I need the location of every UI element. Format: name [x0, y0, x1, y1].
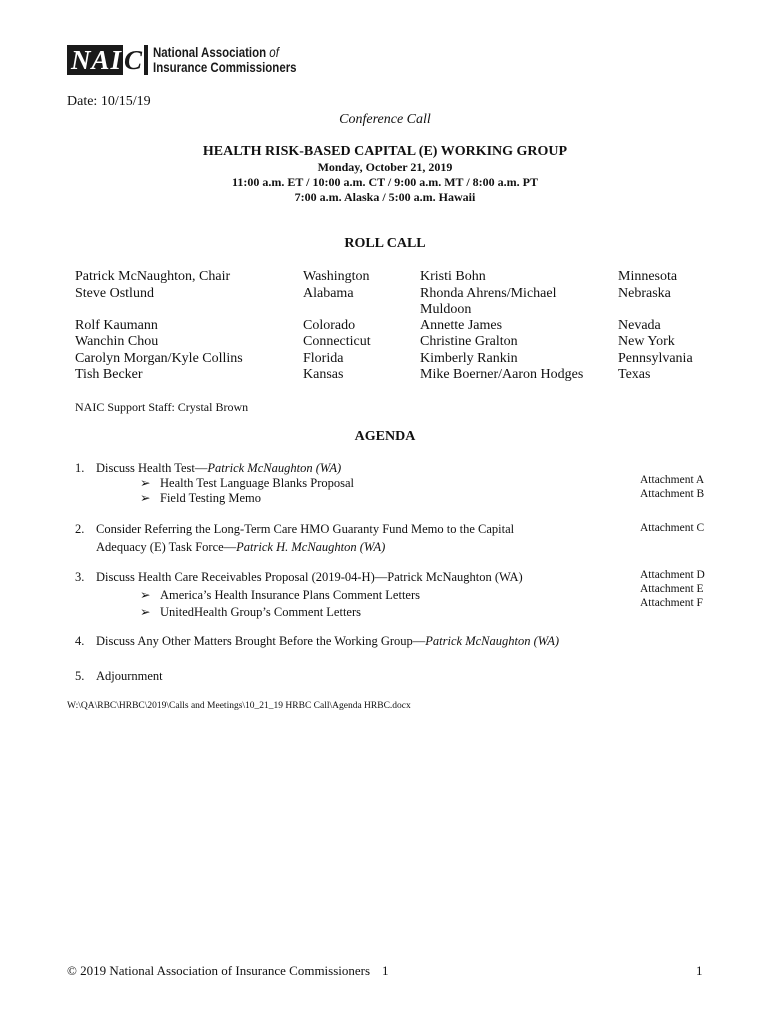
roll-call-state: New York [618, 334, 675, 349]
agenda-subitem [140, 587, 420, 603]
roll-call-state: Florida [303, 351, 344, 366]
agenda-item-number: 4. [75, 634, 85, 648]
support-staff: NAIC Support Staff: Crystal Brown [75, 400, 249, 414]
roll-call-state: Colorado [303, 318, 356, 333]
agenda-subitem-text: America’s Health Insurance Plans Comment Letters [160, 588, 420, 602]
agenda-subitem [140, 490, 261, 506]
logo-wordmark [153, 45, 297, 75]
arrow-bullet-icon: ➢ [140, 605, 151, 619]
logo-line1: National Association [153, 44, 267, 60]
agenda-heading: AGENDA [354, 429, 416, 444]
attachment-label: Attachment E [640, 583, 704, 595]
attachment-label: Attachment C [640, 522, 705, 534]
agenda-item-presenter: Patrick H. McNaughton (WA) [236, 540, 386, 554]
roll-call-name: Rhonda Ahrens/Michael [420, 286, 557, 301]
footer-page-inline: 1 [382, 963, 389, 978]
footer-page-number: 1 [696, 963, 703, 978]
roll-call-name: Kimberly Rankin [420, 351, 518, 366]
roll-call-name: Annette James [420, 318, 503, 333]
file-path: W:\QA\RBC\HRBC\2019\Calls and Meetings\10_21_19 HRBC Call\Agenda HRBC.docx [67, 701, 411, 711]
roll-call-name: Wanchin Chou [75, 334, 159, 349]
agenda-item-text [96, 634, 559, 649]
logo-mark-text: NAI [71, 44, 123, 75]
meeting-type: Conference Call [339, 112, 431, 127]
agenda-subitem-text: Health Test Language Blanks Proposal [160, 476, 354, 490]
roll-call-heading: ROLL CALL [344, 236, 426, 251]
logo-line1-of: of [269, 44, 279, 60]
naic-logo [67, 44, 328, 76]
agenda-subitem [140, 475, 354, 491]
agenda-item-number: 3. [75, 570, 85, 584]
roll-call-state: Kansas [303, 367, 344, 382]
agenda-item-presenter: Patrick McNaughton (WA) [207, 461, 342, 475]
roll-call-name: Steve Ostlund [75, 286, 154, 301]
arrow-bullet-icon: ➢ [140, 588, 151, 602]
agenda-item-title: Discuss Any Other Matters Brought Before the Working Group— [96, 634, 426, 648]
meeting-times-1: 11:00 a.m. ET / 10:00 a.m. CT / 9:00 a.m. MT / 8:00 a.m. PT [232, 175, 538, 189]
roll-call-state: Connecticut [303, 334, 371, 349]
roll-call-state: Washington [303, 269, 370, 284]
roll-call-name: Patrick McNaughton, Chair [75, 269, 231, 284]
arrow-bullet-icon: ➢ [140, 491, 151, 505]
agenda-item-presenter: Patrick McNaughton (WA) [425, 634, 560, 648]
agenda-subitem-text: Field Testing Memo [160, 491, 261, 505]
roll-call-state: Alabama [303, 286, 354, 301]
agenda-item-number: 2. [75, 522, 85, 536]
roll-call-state: Minnesota [618, 269, 678, 284]
roll-call-name: Kristi Bohn [420, 269, 486, 284]
logo-line2: Insurance Commissioners [153, 59, 297, 75]
logo-mark-c: C [124, 44, 144, 75]
agenda-item-title: Discuss Health Test— [96, 461, 208, 475]
roll-call-name: Christine Gralton [420, 334, 518, 349]
roll-call-name-cont: Muldoon [420, 302, 472, 317]
attachment-label: Attachment A [640, 474, 705, 486]
document-date: Date: 10/15/19 [67, 94, 151, 109]
naic-logo-mark [67, 45, 148, 75]
roll-call-name: Tish Becker [75, 367, 143, 382]
roll-call-name: Rolf Kaumann [75, 318, 158, 333]
attachment-label: Attachment B [640, 488, 705, 500]
agenda-item-title-cont: Adequacy (E) Task Force— [96, 540, 237, 554]
arrow-bullet-icon: ➢ [140, 476, 151, 490]
roll-call-state: Pennsylvania [618, 351, 693, 366]
roll-call-state: Nebraska [618, 286, 671, 301]
agenda-subitem [140, 604, 361, 620]
meeting-date: Monday, October 21, 2019 [317, 160, 453, 174]
agenda-item-number: 5. [75, 669, 85, 683]
meeting-times-2: 7:00 a.m. Alaska / 5:00 a.m. Hawaii [294, 190, 476, 204]
footer-copyright: © 2019 National Association of Insurance Commissioners [67, 963, 371, 978]
attachment-label: Attachment D [640, 569, 705, 581]
agenda-item-title: Consider Referring the Long-Term Care HMO Guaranty Fund Memo to the Capital [96, 522, 515, 536]
roll-call-name: Carolyn Morgan/Kyle Collins [75, 351, 243, 366]
agenda-item-text [96, 540, 385, 555]
agenda-item-number: 1. [75, 461, 85, 475]
document-title: HEALTH RISK-BASED CAPITAL (E) WORKING GROUP [202, 144, 568, 159]
roll-call-name: Mike Boerner/Aaron Hodges [420, 367, 584, 382]
roll-call-state: Nevada [618, 318, 661, 333]
roll-call-state: Texas [618, 367, 651, 382]
agenda-item-text [96, 461, 341, 476]
agenda-item-title: Discuss Health Care Receivables Proposal (2019-04-H)—Patrick McNaughton (WA) [96, 570, 523, 584]
attachment-label: Attachment F [640, 597, 703, 609]
agenda-item-title: Adjournment [96, 669, 163, 683]
agenda-subitem-text: UnitedHealth Group’s Comment Letters [160, 605, 362, 619]
